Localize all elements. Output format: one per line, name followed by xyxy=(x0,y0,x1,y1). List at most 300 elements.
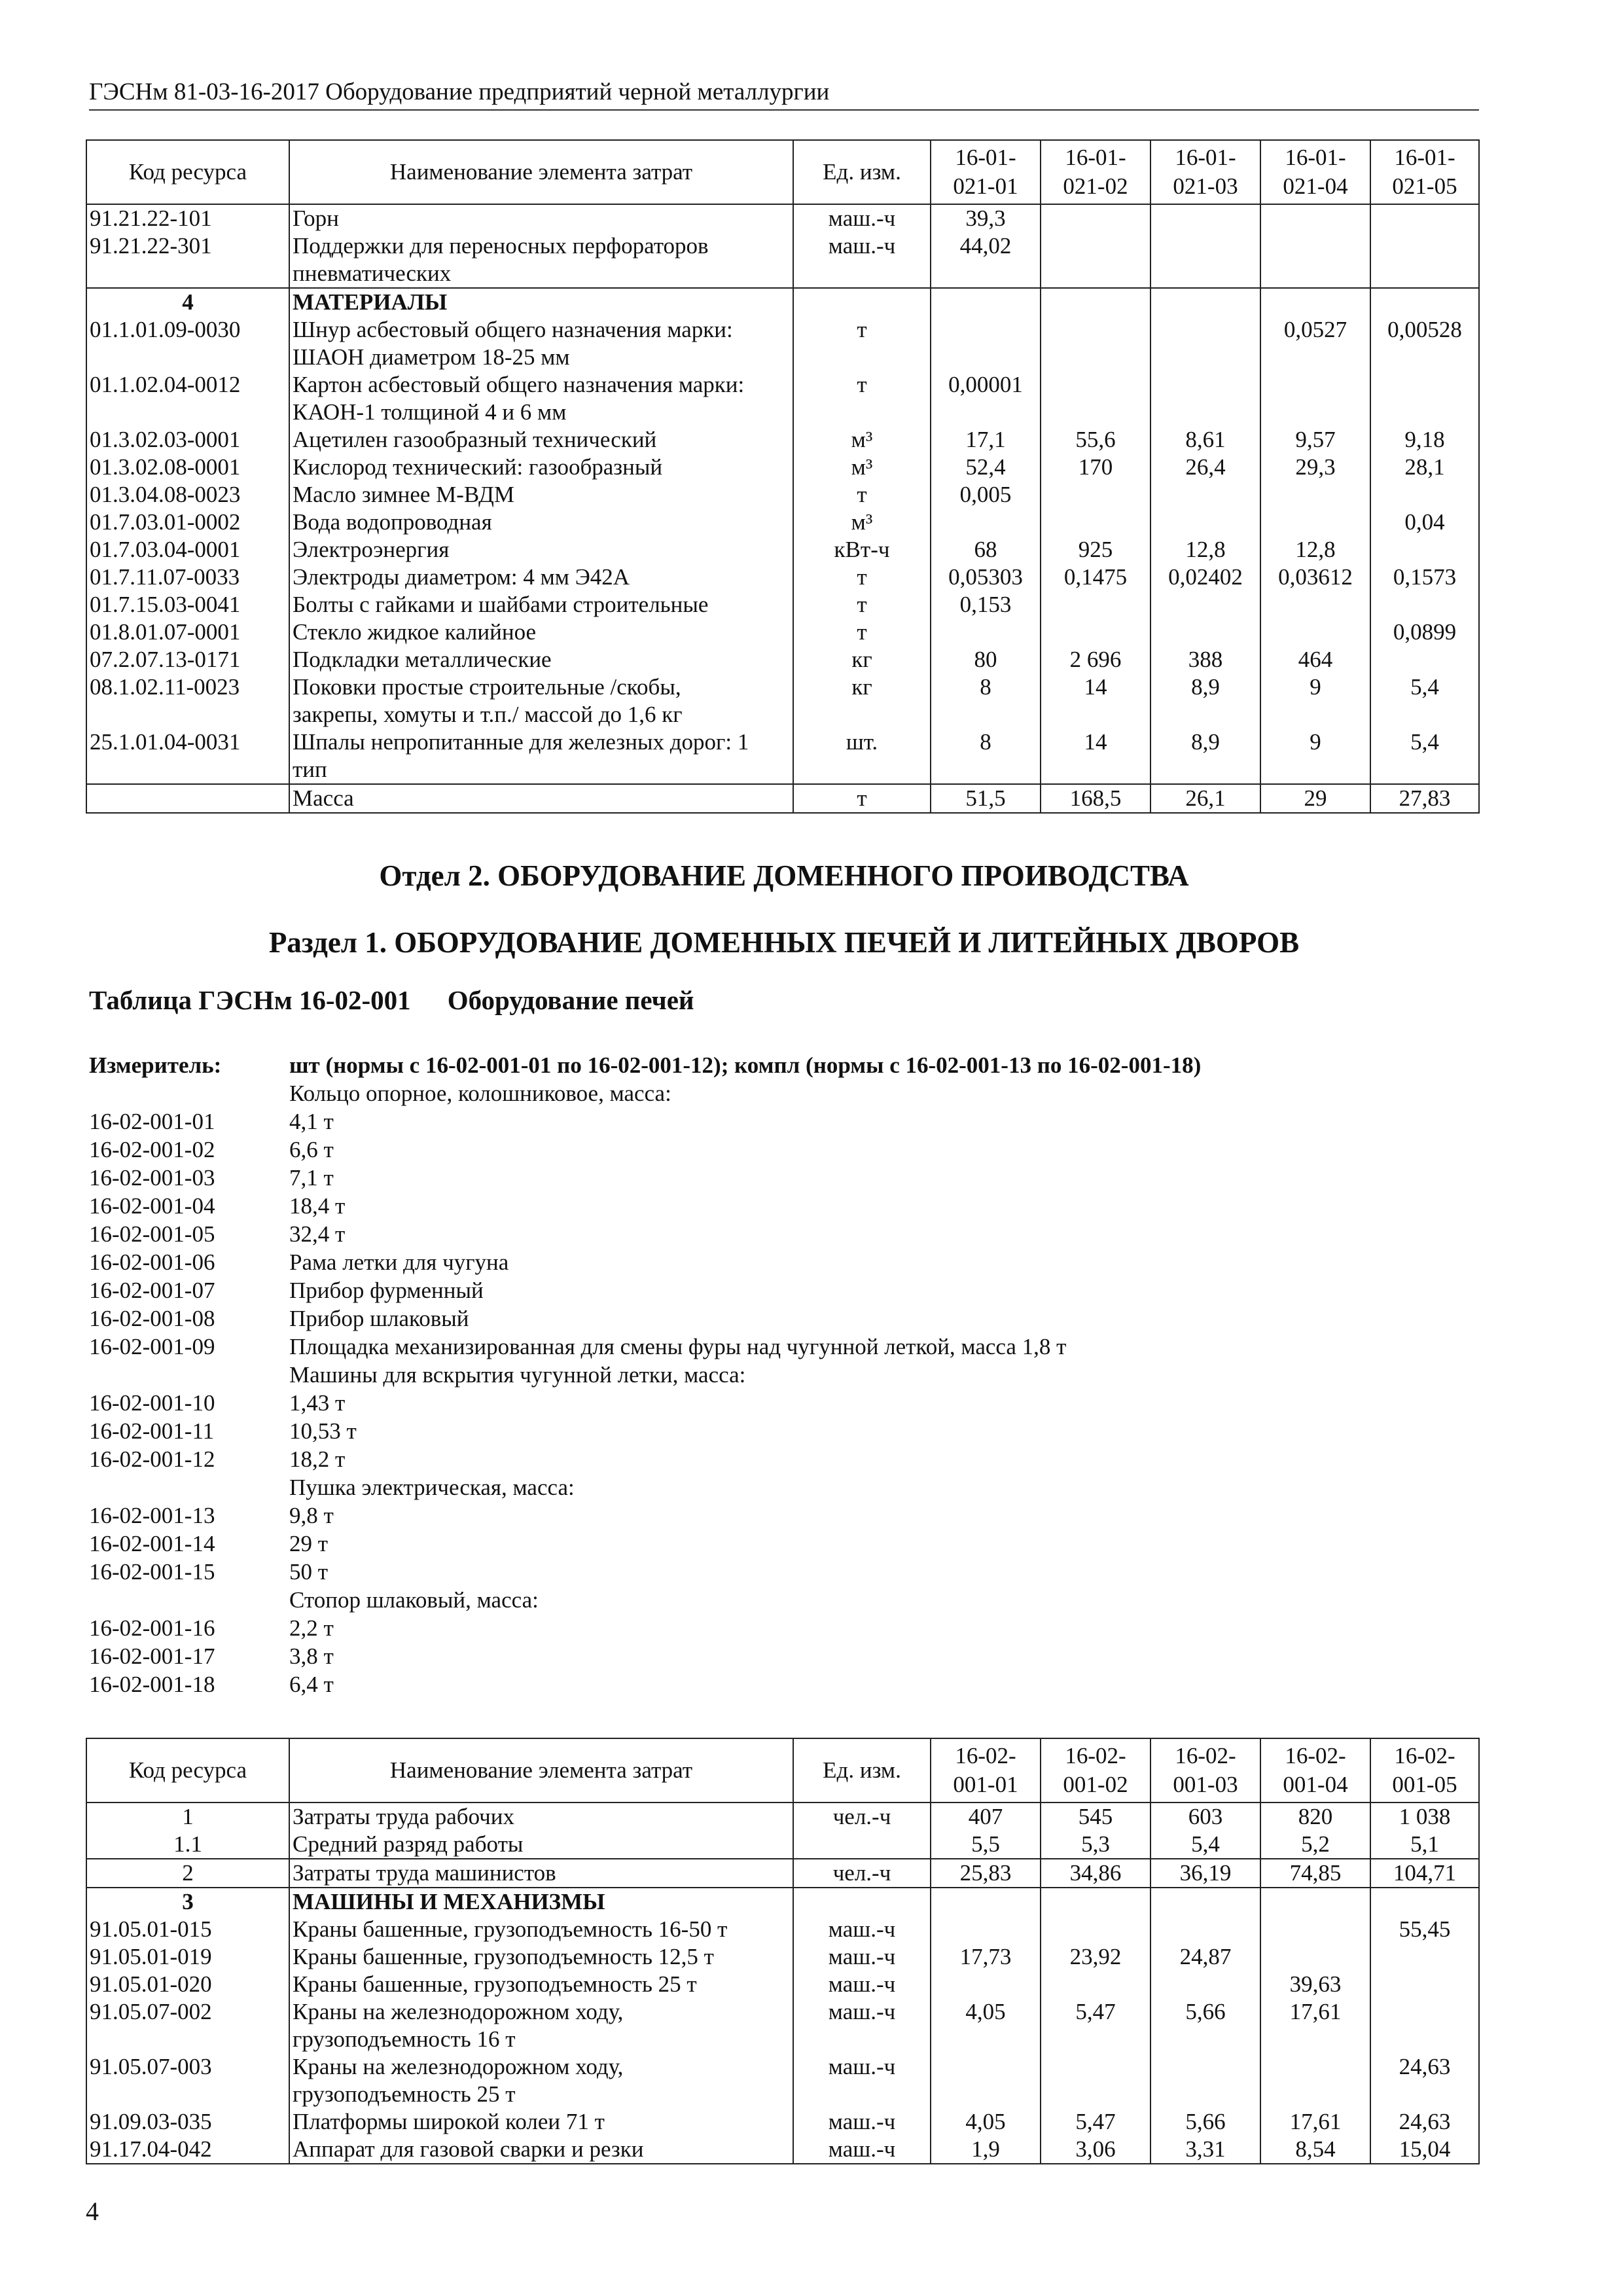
value-cell xyxy=(1150,591,1260,619)
norm-code: 16-02-001-17 xyxy=(89,1643,215,1669)
value-cell: 44,02 xyxy=(931,232,1041,288)
norm-description: 18,4 т xyxy=(289,1193,346,1219)
value-cell xyxy=(1260,1916,1370,1943)
table-row xyxy=(86,1916,1479,1943)
value-cell xyxy=(1370,1943,1479,1971)
value-cell: 2 696 xyxy=(1041,646,1150,673)
table-row xyxy=(86,2136,1479,2164)
unit-cell: маш.-ч xyxy=(793,2108,931,2136)
table-row xyxy=(86,316,1479,371)
value-cell: 388 xyxy=(1150,646,1260,673)
resource-name-cell: Стекло жидкое калийное xyxy=(289,619,793,646)
page-number: 4 xyxy=(86,2197,99,2226)
value-cell: 170 xyxy=(1041,454,1150,481)
value-cell xyxy=(1041,2053,1150,2108)
value-cell: 4,05 xyxy=(931,2108,1041,2136)
resource-name-cell: Масло зимнее М-ВДМ xyxy=(289,481,793,509)
value-cell: 36,19 xyxy=(1150,1859,1260,1888)
value-cell: 12,8 xyxy=(1150,536,1260,564)
column-header: Наименование элемента затрат xyxy=(289,1738,793,1803)
value-cell xyxy=(1041,619,1150,646)
resource-code-cell: 91.05.07-003 xyxy=(86,2053,289,2108)
unit-cell: чел.-ч xyxy=(793,1803,931,1831)
resource-code-cell: 91.21.22-301 xyxy=(86,232,289,288)
value-cell: 407 xyxy=(931,1803,1041,1831)
value-cell xyxy=(1370,232,1479,288)
unit-cell xyxy=(793,288,931,316)
table-row xyxy=(86,371,1479,426)
value-cell: 52,4 xyxy=(931,454,1041,481)
resource-code-cell: 91.05.07-002 xyxy=(86,1998,289,2053)
norm-code: 16-02-001-11 xyxy=(89,1418,215,1444)
norm-code: 16-02-001-15 xyxy=(89,1559,215,1585)
value-cell: 27,83 xyxy=(1370,784,1479,813)
unit-cell: т xyxy=(793,564,931,591)
value-cell xyxy=(1260,481,1370,509)
measure-block xyxy=(89,1051,1529,1698)
norm-description: 29 т xyxy=(289,1531,329,1556)
norm-description: 50 т xyxy=(289,1559,329,1585)
measure-value: шт (нормы с 16-02-001-01 по 16-02-001-12); компл (нормы с 16-02-001-13 по 16-02-001-18) xyxy=(289,1052,1202,1078)
value-cell xyxy=(1370,1888,1479,1916)
unit-cell: т xyxy=(793,784,931,813)
value-cell: 0,0899 xyxy=(1370,619,1479,646)
table-row xyxy=(86,1998,1479,2053)
resource-name-cell: Кислород технический: газообразный xyxy=(289,454,793,481)
norm-code: 16-02-001-10 xyxy=(89,1390,215,1416)
value-cell xyxy=(931,1971,1041,1998)
value-cell: 25,83 xyxy=(931,1859,1041,1888)
norm-code: 16-02-001-12 xyxy=(89,1446,215,1472)
value-cell: 104,71 xyxy=(1370,1859,1479,1888)
value-cell: 464 xyxy=(1260,646,1370,673)
norm-description: 4,1 т xyxy=(289,1109,334,1134)
resource-name-cell: Шнур асбестовый общего назначения марки: ШАОН диаметром 18-25 мм xyxy=(289,316,793,371)
measure-line xyxy=(89,1558,1529,1586)
table-row xyxy=(86,509,1479,536)
measure-line xyxy=(89,1473,1529,1501)
resource-table-1 xyxy=(86,139,1480,814)
measure-line xyxy=(89,1445,1529,1473)
unit-cell: маш.-ч xyxy=(793,1943,931,1971)
unit-cell: т xyxy=(793,591,931,619)
table-row xyxy=(86,2108,1479,2136)
value-cell xyxy=(1041,1971,1150,1998)
norm-table-title xyxy=(89,984,694,1016)
norm-code: 16-02-001-14 xyxy=(89,1531,215,1556)
resource-code-cell: 91.09.03-035 xyxy=(86,2108,289,2136)
norm-description: 6,4 т xyxy=(289,1672,334,1697)
measure-line xyxy=(89,1642,1529,1670)
table-row xyxy=(86,1859,1479,1888)
resource-name-cell: Ацетилен газообразный технический xyxy=(289,426,793,454)
value-cell: 3,06 xyxy=(1041,2136,1150,2164)
value-cell xyxy=(1041,232,1150,288)
value-cell: 9 xyxy=(1260,728,1370,784)
value-cell: 603 xyxy=(1150,1803,1260,1831)
value-cell xyxy=(1260,591,1370,619)
value-cell: 39,3 xyxy=(931,204,1041,232)
value-cell xyxy=(1150,1971,1260,1998)
measure-line xyxy=(89,1586,1529,1614)
value-cell: 80 xyxy=(931,646,1041,673)
norm-code: 16-02-001-16 xyxy=(89,1615,215,1641)
measure-line xyxy=(89,1164,1529,1192)
measure-line xyxy=(89,1389,1529,1417)
norm-description: Рама летки для чугуна xyxy=(289,1249,509,1275)
value-cell xyxy=(931,288,1041,316)
unit-cell: маш.-ч xyxy=(793,2136,931,2164)
value-cell: 26,1 xyxy=(1150,784,1260,813)
column-header: Ед. изм. xyxy=(793,1738,931,1803)
value-cell: 14 xyxy=(1041,728,1150,784)
norm-code: 16-02-001-08 xyxy=(89,1306,215,1331)
norm-code xyxy=(89,1586,289,1614)
value-cell xyxy=(1041,1888,1150,1916)
norm-table-code: Таблица ГЭСНм 16-02-001 xyxy=(89,985,411,1015)
resource-name-cell: Шпалы непропитанные для железных дорог: 1 тип xyxy=(289,728,793,784)
value-cell: 0,1475 xyxy=(1041,564,1150,591)
resource-name-cell: Затраты труда рабочих xyxy=(289,1803,793,1831)
measure-line xyxy=(89,1417,1529,1445)
resource-name-cell: Средний разряд работы xyxy=(289,1831,793,1859)
unit-cell: т xyxy=(793,481,931,509)
value-cell xyxy=(931,2053,1041,2108)
value-cell: 9,57 xyxy=(1260,426,1370,454)
value-cell: 8,9 xyxy=(1150,673,1260,728)
value-cell xyxy=(1370,591,1479,619)
resource-name-cell: Картон асбестовый общего назначения марки: КАОН-1 толщиной 4 и 6 мм xyxy=(289,371,793,426)
value-cell xyxy=(1260,232,1370,288)
table-row xyxy=(86,426,1479,454)
table-row xyxy=(86,784,1479,813)
value-cell xyxy=(1150,509,1260,536)
measure-line xyxy=(89,1670,1529,1698)
unit-cell: кг xyxy=(793,673,931,728)
resource-code-cell: 01.1.01.09-0030 xyxy=(86,316,289,371)
value-cell xyxy=(931,1888,1041,1916)
resource-name-cell: Аппарат для газовой сварки и резки xyxy=(289,2136,793,2164)
unit-cell: шт. xyxy=(793,728,931,784)
value-cell: 0,005 xyxy=(931,481,1041,509)
resource-code-cell: 01.7.03.01-0002 xyxy=(86,509,289,536)
resource-code-cell: 01.7.15.03-0041 xyxy=(86,591,289,619)
norm-description: 6,6 т xyxy=(289,1137,334,1162)
norm-code: 16-02-001-05 xyxy=(89,1221,215,1247)
resource-code-cell: 07.2.07.13-0171 xyxy=(86,646,289,673)
resource-name-cell: Болты с гайками и шайбами строительные xyxy=(289,591,793,619)
table-row xyxy=(86,728,1479,784)
measure-line xyxy=(89,1192,1529,1220)
value-cell: 5,1 xyxy=(1370,1831,1479,1859)
column-header: 16-02- 001-03 xyxy=(1150,1738,1260,1803)
resource-name-cell: Краны башенные, грузоподъемность 12,5 т xyxy=(289,1943,793,1971)
value-cell: 17,61 xyxy=(1260,2108,1370,2136)
norm-code: 16-02-001-13 xyxy=(89,1503,215,1528)
value-cell xyxy=(1260,2053,1370,2108)
unit-cell: маш.-ч xyxy=(793,204,931,232)
column-header: Наименование элемента затрат xyxy=(289,140,793,204)
value-cell: 8 xyxy=(931,673,1041,728)
norm-description: 7,1 т xyxy=(289,1165,334,1191)
value-cell xyxy=(1150,481,1260,509)
value-cell xyxy=(1260,1943,1370,1971)
resource-name-cell: Электроэнергия xyxy=(289,536,793,564)
resource-name-cell: МАШИНЫ И МЕХАНИЗМЫ xyxy=(289,1888,793,1916)
table-header-row xyxy=(86,140,1479,204)
value-cell: 24,87 xyxy=(1150,1943,1260,1971)
value-cell xyxy=(1041,204,1150,232)
unit-cell: кВт-ч xyxy=(793,536,931,564)
table-row xyxy=(86,591,1479,619)
norm-code: 16-02-001-18 xyxy=(89,1672,215,1697)
table-row xyxy=(86,454,1479,481)
value-cell: 5,2 xyxy=(1260,1831,1370,1859)
table-row xyxy=(86,232,1479,288)
value-cell xyxy=(1370,1971,1479,1998)
value-cell xyxy=(1150,232,1260,288)
norm-code xyxy=(89,1473,289,1501)
resource-code-cell: 1.1 xyxy=(86,1831,289,1859)
column-header: Ед. изм. xyxy=(793,140,931,204)
value-cell: 0,03612 xyxy=(1260,564,1370,591)
measure-line xyxy=(89,1361,1529,1389)
unit-cell: м³ xyxy=(793,509,931,536)
value-cell: 1,9 xyxy=(931,2136,1041,2164)
value-cell xyxy=(1150,371,1260,426)
column-header: Код ресурса xyxy=(86,140,289,204)
resource-name-cell: Вода водопроводная xyxy=(289,509,793,536)
norm-code: 16-02-001-06 xyxy=(89,1249,215,1275)
table-row xyxy=(86,1943,1479,1971)
value-cell: 5,5 xyxy=(931,1831,1041,1859)
norm-table-name: Оборудование печей xyxy=(447,985,694,1015)
department-title: Отдел 2. ОБОРУДОВАНИЕ ДОМЕННОГО ПРОИВОДСТВА xyxy=(379,859,1189,892)
resource-name-cell: Масса xyxy=(289,784,793,813)
norm-code: 16-02-001-04 xyxy=(89,1193,215,1219)
value-cell xyxy=(1260,288,1370,316)
norm-description: Прибор фурменный xyxy=(289,1278,484,1303)
column-header: 16-01- 021-01 xyxy=(931,140,1041,204)
section-title: Раздел 1. ОБОРУДОВАНИЕ ДОМЕННЫХ ПЕЧЕЙ И ЛИТЕЙНЫХ ДВОРОВ xyxy=(268,926,1300,959)
column-header: 16-02- 001-04 xyxy=(1260,1738,1370,1803)
resource-name-cell: Подкладки металлические xyxy=(289,646,793,673)
resource-code-cell: 01.3.04.08-0023 xyxy=(86,481,289,509)
measure-line xyxy=(89,1614,1529,1642)
norm-description: Стопор шлаковый, масса: xyxy=(289,1587,539,1613)
unit-cell: т xyxy=(793,316,931,371)
value-cell: 14 xyxy=(1041,673,1150,728)
resource-name-cell: Краны башенные, грузоподъемность 25 т xyxy=(289,1971,793,1998)
table-row xyxy=(86,204,1479,232)
resource-code-cell: 08.1.02.11-0023 xyxy=(86,673,289,728)
measure-line xyxy=(89,1107,1529,1136)
measure-line xyxy=(89,1248,1529,1276)
value-cell xyxy=(1370,1998,1479,2053)
value-cell: 0,02402 xyxy=(1150,564,1260,591)
value-cell xyxy=(1260,204,1370,232)
value-cell: 168,5 xyxy=(1041,784,1150,813)
value-cell: 8,9 xyxy=(1150,728,1260,784)
value-cell xyxy=(1150,1916,1260,1943)
value-cell xyxy=(1041,481,1150,509)
value-cell xyxy=(1150,288,1260,316)
value-cell xyxy=(1041,591,1150,619)
value-cell xyxy=(1041,371,1150,426)
value-cell xyxy=(1150,1888,1260,1916)
value-cell: 820 xyxy=(1260,1803,1370,1831)
value-cell xyxy=(1041,1916,1150,1943)
table-row xyxy=(86,1888,1479,1916)
resource-name-cell: МАТЕРИАЛЫ xyxy=(289,288,793,316)
value-cell xyxy=(931,619,1041,646)
unit-cell: т xyxy=(793,371,931,426)
value-cell: 0,00528 xyxy=(1370,316,1479,371)
norm-description: Площадка механизированная для смены фуры над чугунной леткой, масса 1,8 т xyxy=(289,1334,1067,1359)
value-cell: 1 038 xyxy=(1370,1803,1479,1831)
norm-description: Пушка электрическая, масса: xyxy=(289,1475,575,1500)
value-cell: 5,66 xyxy=(1150,1998,1260,2053)
norm-code: 16-02-001-07 xyxy=(89,1278,215,1303)
norm-description: 9,8 т xyxy=(289,1503,334,1528)
page-header: ГЭСНм 81-03-16-2017 Оборудование предприятий черной металлургии xyxy=(89,79,830,105)
value-cell: 24,63 xyxy=(1370,2108,1479,2136)
resource-code-cell: 91.05.01-019 xyxy=(86,1943,289,1971)
unit-cell: маш.-ч xyxy=(793,1998,931,2053)
value-cell: 5,4 xyxy=(1150,1831,1260,1859)
value-cell xyxy=(1150,619,1260,646)
column-header: 16-02- 001-02 xyxy=(1041,1738,1150,1803)
unit-cell: маш.-ч xyxy=(793,232,931,288)
value-cell: 15,04 xyxy=(1370,2136,1479,2164)
value-cell xyxy=(1041,316,1150,371)
unit-cell: чел.-ч xyxy=(793,1859,931,1888)
resource-name-cell: Поддержки для переносных перфораторов пневматических xyxy=(289,232,793,288)
value-cell: 0,153 xyxy=(931,591,1041,619)
value-cell: 29 xyxy=(1260,784,1370,813)
value-cell xyxy=(1370,288,1479,316)
resource-name-cell: Поковки простые строительные /скобы, закрепы, хомуты и т.п./ массой до 1,6 кг xyxy=(289,673,793,728)
resource-code-cell: 1 xyxy=(86,1803,289,1831)
value-cell xyxy=(1370,204,1479,232)
column-header: 16-01- 021-02 xyxy=(1041,140,1150,204)
column-header: Код ресурса xyxy=(86,1738,289,1803)
unit-cell: маш.-ч xyxy=(793,1916,931,1943)
value-cell xyxy=(1370,536,1479,564)
resource-code-cell: 2 xyxy=(86,1859,289,1888)
value-cell: 5,47 xyxy=(1041,2108,1150,2136)
value-cell: 5,47 xyxy=(1041,1998,1150,2053)
value-cell: 0,05303 xyxy=(931,564,1041,591)
value-cell: 8,61 xyxy=(1150,426,1260,454)
norm-description: 10,53 т xyxy=(289,1418,357,1444)
table-row xyxy=(86,2053,1479,2108)
unit-cell: м³ xyxy=(793,454,931,481)
resource-table-2 xyxy=(86,1738,1480,2164)
value-cell: 0,04 xyxy=(1370,509,1479,536)
value-cell xyxy=(1370,481,1479,509)
unit-cell: маш.-ч xyxy=(793,2053,931,2108)
value-cell xyxy=(1260,371,1370,426)
resource-name-cell: Краны на железнодорожном ходу, грузоподъемность 25 т xyxy=(289,2053,793,2108)
resource-code-cell: 01.3.02.03-0001 xyxy=(86,426,289,454)
value-cell xyxy=(1260,1888,1370,1916)
measure-line xyxy=(89,1079,1529,1107)
value-cell: 5,3 xyxy=(1041,1831,1150,1859)
value-cell xyxy=(1041,509,1150,536)
value-cell: 8,54 xyxy=(1260,2136,1370,2164)
norm-description: Кольцо опорное, колошниковое, масса: xyxy=(289,1081,671,1106)
resource-name-cell: Краны башенные, грузоподъемность 16-50 т xyxy=(289,1916,793,1943)
value-cell: 8 xyxy=(931,728,1041,784)
value-cell: 24,63 xyxy=(1370,2053,1479,2108)
value-cell: 34,86 xyxy=(1041,1859,1150,1888)
resource-code-cell: 01.7.03.04-0001 xyxy=(86,536,289,564)
column-header: 16-01- 021-05 xyxy=(1370,140,1479,204)
measure-line xyxy=(89,1304,1529,1333)
measure-line xyxy=(89,1276,1529,1304)
resource-name-cell: Электроды диаметром: 4 мм Э42А xyxy=(289,564,793,591)
value-cell xyxy=(931,509,1041,536)
table-row xyxy=(86,288,1479,316)
resource-code-cell: 91.05.01-020 xyxy=(86,1971,289,1998)
value-cell: 23,92 xyxy=(1041,1943,1150,1971)
header-rule xyxy=(89,109,1479,111)
value-cell: 0,0527 xyxy=(1260,316,1370,371)
value-cell: 5,4 xyxy=(1370,673,1479,728)
norm-code: 16-02-001-03 xyxy=(89,1165,215,1191)
norm-code xyxy=(89,1079,289,1107)
value-cell: 3,31 xyxy=(1150,2136,1260,2164)
column-header: 16-01- 021-04 xyxy=(1260,140,1370,204)
table-row xyxy=(86,646,1479,673)
value-cell xyxy=(1150,2053,1260,2108)
value-cell: 28,1 xyxy=(1370,454,1479,481)
value-cell: 5,4 xyxy=(1370,728,1479,784)
resource-code-cell: 01.7.11.07-0033 xyxy=(86,564,289,591)
norm-code: 16-02-001-02 xyxy=(89,1137,215,1162)
column-header: 16-02- 001-01 xyxy=(931,1738,1041,1803)
value-cell xyxy=(931,316,1041,371)
value-cell: 17,73 xyxy=(931,1943,1041,1971)
measure-label: Измеритель: xyxy=(89,1052,222,1078)
table-row xyxy=(86,1831,1479,1859)
column-header: 16-01- 021-03 xyxy=(1150,140,1260,204)
value-cell: 12,8 xyxy=(1260,536,1370,564)
measure-line xyxy=(89,1136,1529,1164)
value-cell xyxy=(1260,619,1370,646)
value-cell: 51,5 xyxy=(931,784,1041,813)
value-cell: 55,6 xyxy=(1041,426,1150,454)
norm-code: 16-02-001-01 xyxy=(89,1109,215,1134)
value-cell: 29,3 xyxy=(1260,454,1370,481)
unit-cell xyxy=(793,1831,931,1859)
table-row xyxy=(86,481,1479,509)
value-cell: 4,05 xyxy=(931,1998,1041,2053)
resource-name-cell: Платформы широкой колеи 71 т xyxy=(289,2108,793,2136)
norm-description: 2,2 т xyxy=(289,1615,334,1641)
resource-code-cell: 4 xyxy=(86,288,289,316)
value-cell: 925 xyxy=(1041,536,1150,564)
norm-description: 18,2 т xyxy=(289,1446,346,1472)
table-header-row xyxy=(86,1738,1479,1803)
value-cell: 74,85 xyxy=(1260,1859,1370,1888)
norm-description: 1,43 т xyxy=(289,1390,346,1416)
resource-code-cell: 91.05.01-015 xyxy=(86,1916,289,1943)
value-cell: 68 xyxy=(931,536,1041,564)
measure-line xyxy=(89,1530,1529,1558)
value-cell: 17,1 xyxy=(931,426,1041,454)
